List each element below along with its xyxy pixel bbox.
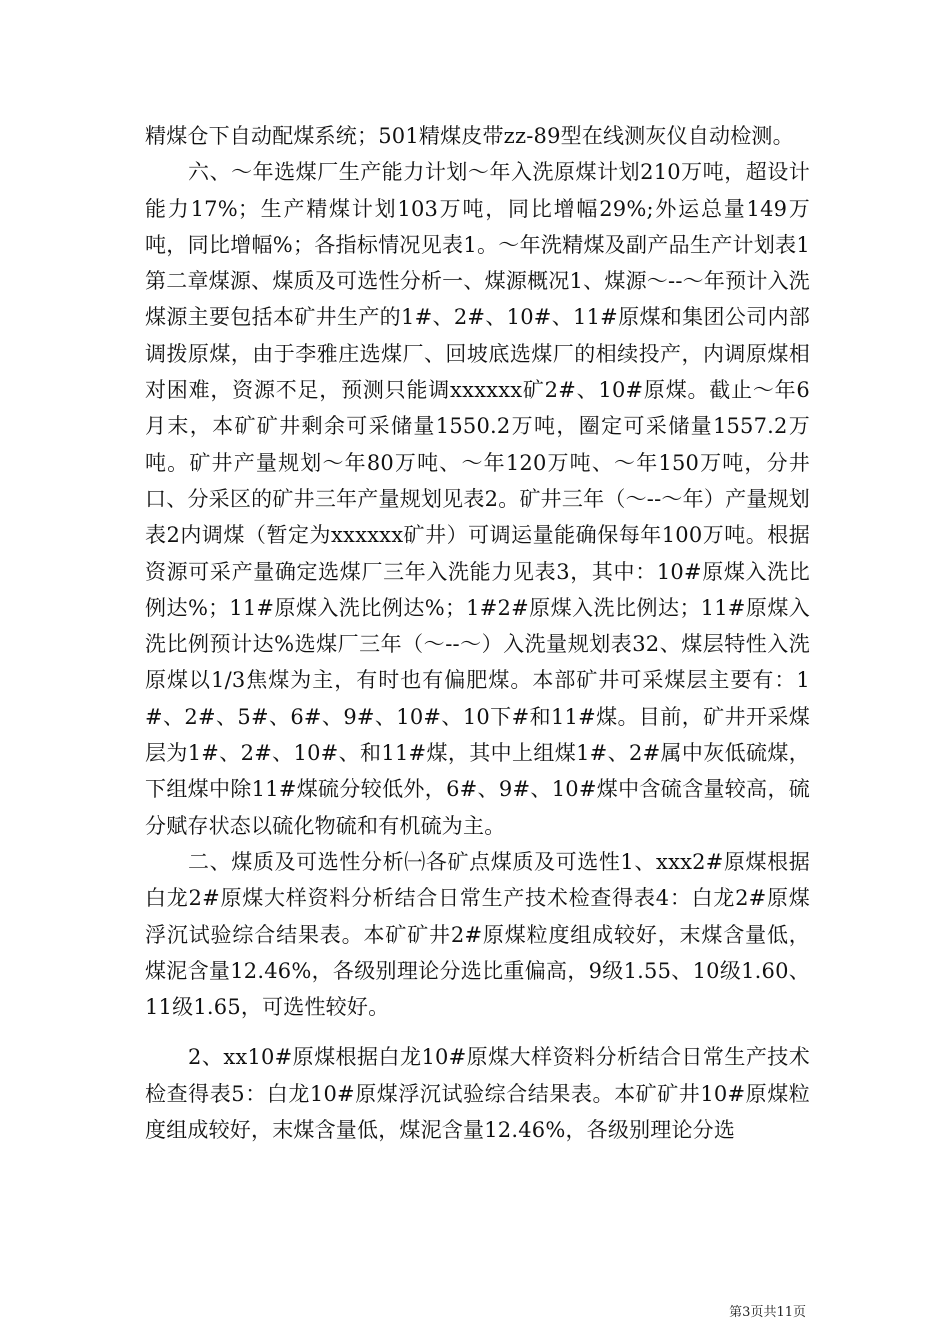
document-body — [145, 118, 810, 1148]
paragraph-coal-quality-analysis: 二、煤质及可选性分析㈠各矿点煤质及可选性1、xxx2#原煤根据白龙2#原煤大样资料分析结合日常生产技术检查得表4：白龙2#原煤浮沉试验综合结果表。本矿矿井2#原煤粒度组成较好，末煤含量低，煤泥含量12.46%，各级别理论分选比重偏高，9级1.55、10级1.60、11级1.65，可选性较好。 — [145, 849, 810, 1020]
paragraph-10-coal-analysis: 2、xx10#原煤根据白龙10#原煤大样资料分析结合日常生产技术检查得表5：白龙10#原煤浮沉试验综合结果表。本矿矿井10#原煤粒度组成较好，末煤含量低，煤泥含量12.46%，各级别理论分选 — [145, 1045, 810, 1143]
paragraph-production-plan: 六、～年选煤厂生产能力计划～年入洗原煤计划210万吨，超设计能力17%；生产精煤计划103万吨，同比增幅29%;外运总量149万吨，同比增幅%；各指标情况见表1。～年洗精煤及副产品生产计划表1第二章煤源、煤质及可选性分析一、煤源概况1、煤源～--～年预计入洗煤源主要包括本矿井生产的1#、2#、10#、11#原煤和集团公司内部调拨原煤，由于李雅庄选煤厂、回坡底选煤厂的相续投产，内调原煤相对困难，资源不足，预测只能调xxxxxx矿2#、10#原煤。截止～年6月末，本矿矿井剩余可采储量1550.2万吨，圈定可采储量1557.2万吨。矿井产量规划～年80万吨、～年120万吨、～年150万吨，分井口、分采区的矿井三年产量规划见表2。矿井三年（～--～年）产量规划表2内调煤（暂定为xxxxxx矿井）可调运量能确保每年100万吨。根据资源可采产量确定选煤厂三年入洗能力见表3，其中：10#原煤入洗比例达%；11#原煤入洗比例达%；1#2#原煤入洗比例达；11#原煤入洗比例预计达%选煤厂三年（～--～）入洗量规划表32、煤层特性入洗原煤以1/3焦煤为主，有时也有偏肥煤。本部矿井可采煤层主要有：1#、2#、5#、6#、9#、10#、10下#和11#煤。目前，矿井开采煤层为1#、2#、10#、和11#煤，其中上组煤1#、2#属中灰低硫煤，下组煤中除11#煤硫分较低外，6#、9#、10#煤中含硫含量较高，硫分赋存状态以硫化物硫和有机硫为主。 — [145, 160, 810, 838]
page-number: 第3页共11页 — [729, 1305, 806, 1320]
paragraph-continuation: 精煤仓下自动配煤系统；501精煤皮带zz-89型在线测灰仪自动检测。 — [145, 124, 794, 148]
